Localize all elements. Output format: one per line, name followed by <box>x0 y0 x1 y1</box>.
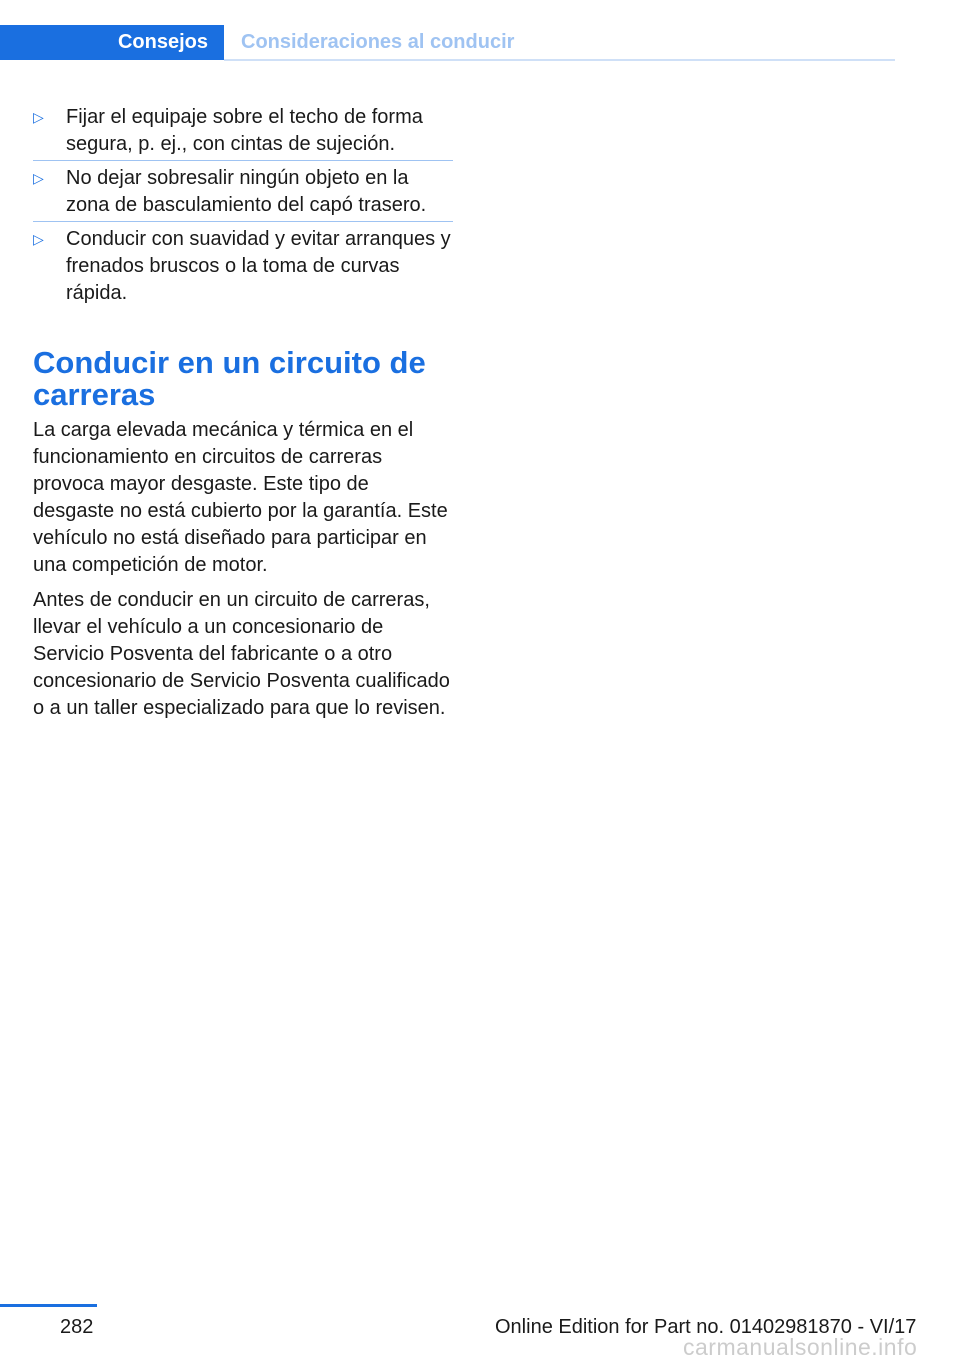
header-divider <box>224 59 895 61</box>
edition-text: Online Edition for Part no. 01402981870 - VI/17 <box>495 1316 917 1338</box>
body-paragraph: Antes de conducir en un circuito de carreras, llevar el vehículo a un concesionario de Servicio Posventa del fabricante o a otro concesionario de Servicio Posventa cualificado o a un taller especializado para que lo revisen. <box>33 589 450 719</box>
watermark: carmanualsonline.info <box>683 1334 918 1360</box>
triangle-bullet-icon: ▷ <box>33 109 44 125</box>
chapter-tab: Consejos <box>0 25 224 60</box>
section-title: Consideraciones al conducir <box>241 31 515 53</box>
page-header <box>0 25 895 62</box>
triangle-bullet-icon: ▷ <box>33 170 44 186</box>
body-paragraph: La carga elevada mecánica y térmica en el funcionamiento en circuitos de carreras provoca mayor desgaste. Este tipo de desgaste no está cubierto por la garantía. Este vehículo no está diseñado para participar en una competición de motor. <box>33 419 448 576</box>
list-item-text: Conducir con suavidad y evitar arranques y frenados bruscos o la toma de curvas rápida. <box>66 228 451 304</box>
section-heading: Conducir en un circuito de carreras <box>33 345 426 412</box>
page-number: 282 <box>60 1316 94 1338</box>
list-item <box>33 160 453 219</box>
list-item-text: Fijar el equipaje sobre el techo de forma segura, p. ej., con cintas de sujeción. <box>66 106 423 155</box>
list-item <box>33 104 453 158</box>
footer-divider <box>0 1304 97 1307</box>
list-item-text: No dejar sobresalir ningún objeto en la zona de basculamiento del capó trasero. <box>66 167 427 216</box>
bullet-list <box>33 104 453 307</box>
main-content <box>33 104 453 730</box>
list-item <box>33 221 453 307</box>
triangle-bullet-icon: ▷ <box>33 231 44 247</box>
